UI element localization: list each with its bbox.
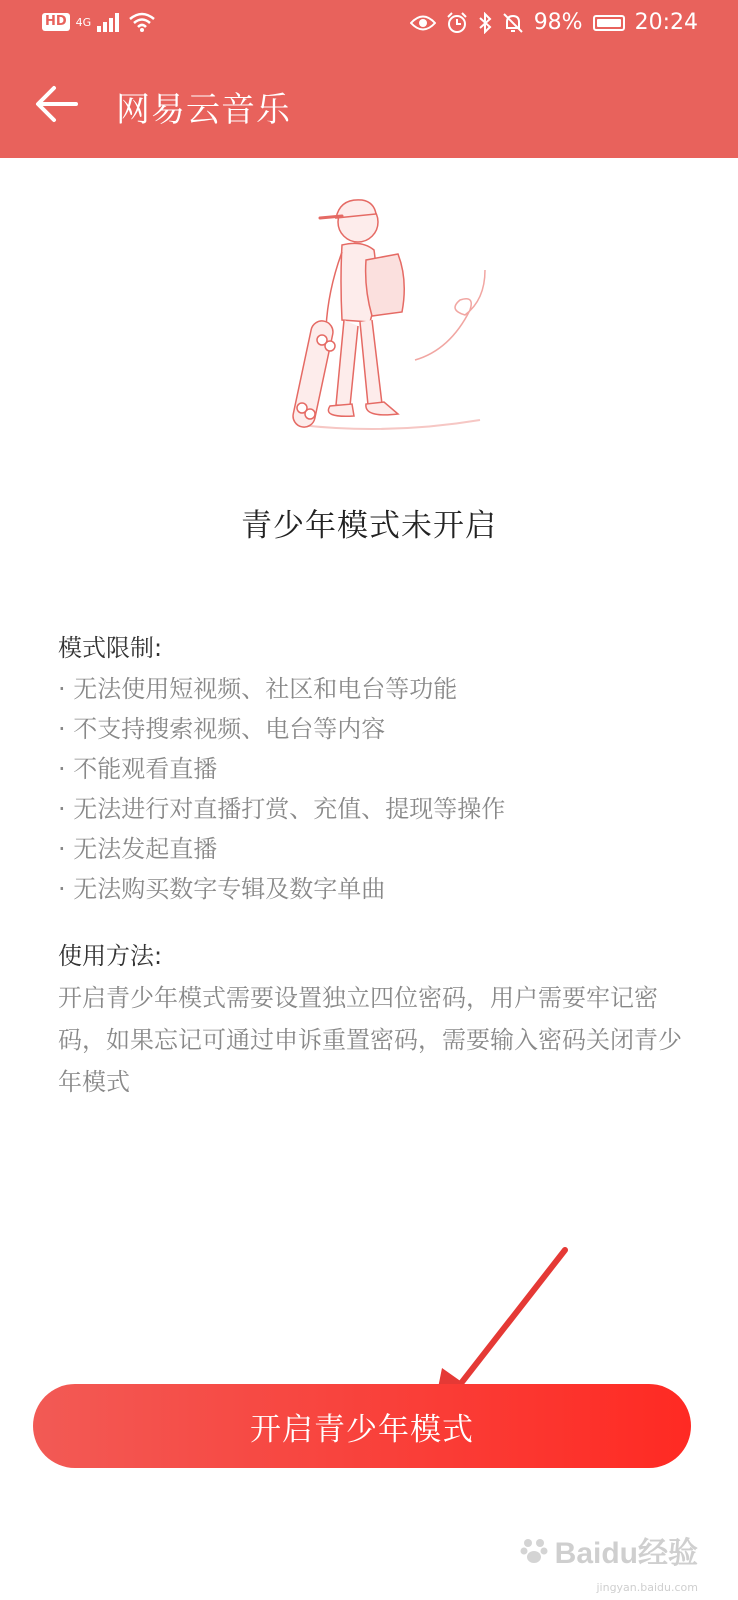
- skateboarder-illustration-icon: [270, 180, 510, 450]
- restrictions-list: [58, 669, 698, 909]
- watermark: [519, 1528, 698, 1572]
- status-time: 20:24: [634, 10, 698, 35]
- mode-status-title: 青少年模式未开启: [241, 508, 497, 544]
- header: [0, 0, 738, 158]
- restriction-item: · 不支持搜索视频、电台等内容: [58, 715, 386, 743]
- alarm-icon: [446, 12, 468, 34]
- restriction-item: · 无法使用短视频、社区和电台等功能: [58, 675, 458, 703]
- status-bar: [0, 0, 738, 52]
- status-left: [42, 12, 155, 32]
- restrictions-section: [58, 628, 698, 909]
- restriction-item: · 无法进行对直播打赏、充值、提现等操作: [58, 795, 506, 823]
- status-right: [410, 10, 698, 35]
- bluetooth-icon: [478, 12, 492, 34]
- restriction-item: · 无法购买数字专辑及数字单曲: [58, 875, 386, 903]
- watermark-text: Baidu经验: [554, 1537, 698, 1570]
- paw-icon: [519, 1535, 549, 1565]
- usage-section: [58, 936, 698, 1103]
- usage-title: 使用方法:: [58, 942, 163, 970]
- back-arrow-icon: [30, 76, 86, 132]
- back-button[interactable]: [30, 76, 86, 132]
- restriction-item: · 无法发起直播: [58, 835, 218, 863]
- restriction-item: · 不能观看直播: [58, 755, 218, 783]
- eye-icon: [410, 14, 436, 32]
- app-title: 网易云音乐: [116, 90, 291, 130]
- restrictions-title: 模式限制:: [58, 634, 163, 662]
- battery-icon: [593, 15, 625, 31]
- usage-text: 开启青少年模式需要设置独立四位密码，用户需要牢记密码，如果忘记可通过申诉重置密码，需要输入密码关闭青少年模式: [58, 984, 682, 1096]
- enable-teen-mode-button[interactable]: 开启青少年模式: [33, 1384, 691, 1468]
- watermark-url: jingyan.baidu.com: [596, 1581, 698, 1594]
- signal-icon: [97, 12, 123, 32]
- hd-badge: HD: [42, 13, 70, 31]
- network-label: 4G: [75, 15, 92, 29]
- wifi-icon: [129, 12, 155, 32]
- app-bar: [0, 52, 738, 158]
- mute-bell-icon: [502, 12, 524, 34]
- battery-percent: 98%: [533, 10, 583, 35]
